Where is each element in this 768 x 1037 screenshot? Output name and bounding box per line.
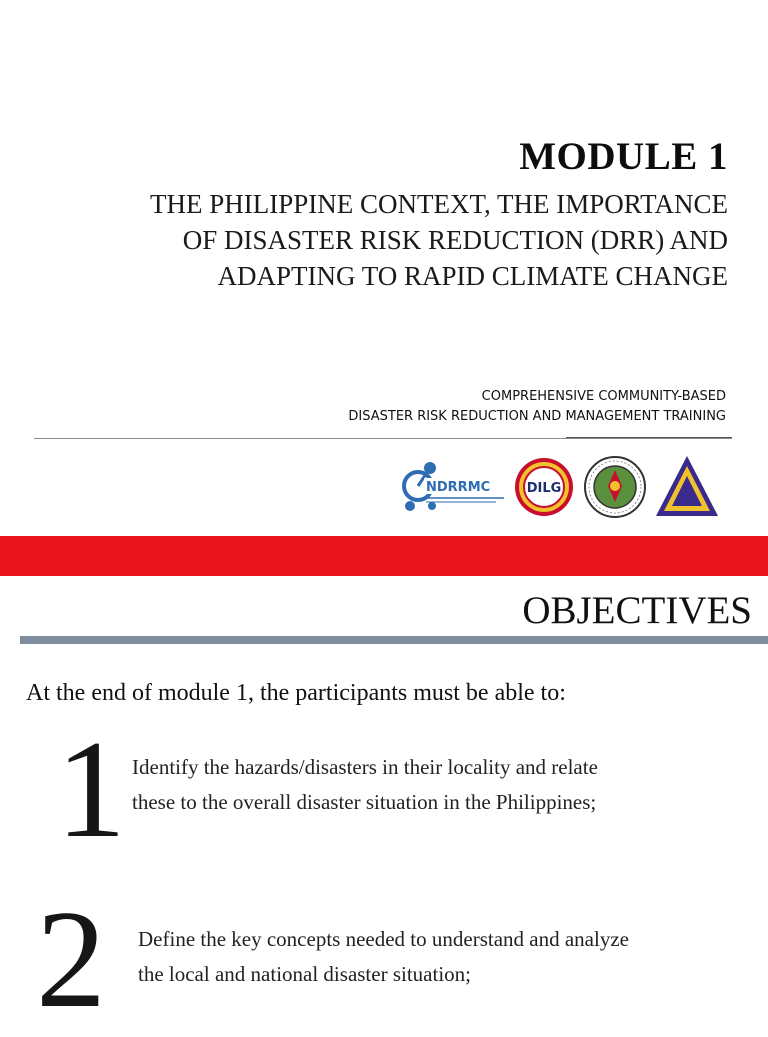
objective-line: these to the overall disaster situation in the Philippines;	[132, 790, 597, 814]
subtitle-line: ADAPTING TO RAPID CLIMATE CHANGE	[217, 261, 728, 291]
objectives-lead: At the end of module 1, the participants must be able to:	[26, 680, 566, 706]
dilg-logo-text: DILG	[526, 481, 562, 496]
objective-text	[138, 922, 629, 992]
objective-number: 1	[56, 712, 126, 867]
objective-line: Identify the hazards/disasters in their locality and relate	[132, 755, 598, 779]
training-name	[348, 387, 726, 427]
ndrrmc-logo	[400, 456, 510, 518]
module-subtitle	[150, 186, 728, 294]
objective-number: 2	[36, 882, 106, 1037]
objectives-rule	[20, 636, 768, 644]
objective-text	[132, 750, 598, 820]
divider-line-accent	[566, 437, 732, 438]
partner-logos	[400, 452, 730, 522]
objective-line: the local and national disaster situation;	[138, 962, 471, 986]
training-line: COMPREHENSIVE COMMUNITY-BASED	[481, 389, 726, 404]
dilg-logo	[514, 456, 574, 518]
module-title: MODULE 1	[519, 135, 728, 178]
subtitle-line: THE PHILIPPINE CONTEXT, THE IMPORTANCE	[150, 189, 728, 219]
divider-line	[34, 438, 732, 439]
accent-band	[0, 536, 768, 576]
ppsc-seal	[584, 456, 646, 518]
objective-line: Define the key concepts needed to understand and analyze	[138, 927, 629, 951]
training-line: DISASTER RISK REDUCTION AND MANAGEMENT TRAINING	[348, 409, 726, 424]
subtitle-line: OF DISASTER RISK REDUCTION (DRR) AND	[182, 225, 728, 255]
objectives-heading: OBJECTIVES	[522, 589, 752, 632]
lga-logo	[654, 454, 720, 518]
ndrrmc-logo-text: NDRRMC	[426, 480, 491, 495]
